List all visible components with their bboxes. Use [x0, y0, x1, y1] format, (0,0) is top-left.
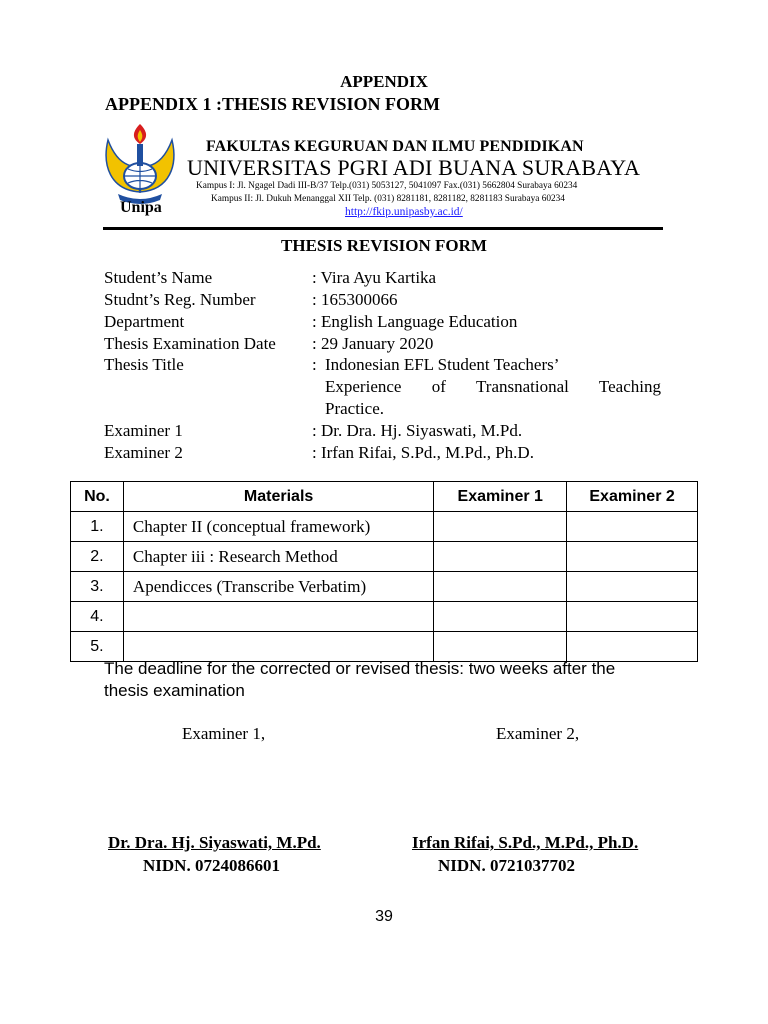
examiner-2-value: : Irfan Rifai, S.Pd., M.Pd., Ph.D. — [312, 443, 534, 462]
row-material: Apendicces (Transcribe Verbatim) — [123, 572, 433, 602]
examiner-1-label: Examiner 1 — [104, 421, 183, 440]
row-examiner-2 — [567, 632, 698, 662]
university-name: UNIVERSITAS PGRI ADI BUANA SURABAYA — [187, 155, 641, 180]
signature-examiner-1-label: Examiner 1, — [182, 724, 266, 743]
row-examiner-1 — [434, 602, 567, 632]
row-examiner-2 — [567, 572, 698, 602]
appendix-title: APPENDIX 1 :THESIS REVISION FORM — [105, 94, 441, 114]
row-examiner-1 — [434, 512, 567, 542]
examiner-2-nidn: NIDN. 0721037702 — [438, 856, 575, 875]
table-row — [71, 542, 698, 572]
row-number: 2. — [71, 542, 124, 572]
thesis-title-line-1: Indonesian EFL Student Teachers’ — [325, 355, 560, 374]
exam-date-value: : 29 January 2020 — [312, 334, 434, 353]
student-name-value: : Vira Ayu Kartika — [312, 268, 437, 287]
header-examiner-2: Examiner 2 — [567, 482, 698, 512]
materials-table — [70, 481, 698, 662]
examiner-1-nidn: NIDN. 0724086601 — [143, 856, 280, 875]
row-material: Chapter iii : Research Method — [123, 542, 433, 572]
student-name-label: Student’s Name — [104, 268, 213, 287]
row-material — [123, 632, 433, 662]
faculty-name: FAKULTAS KEGURUAN DAN ILMU PENDIDIKAN — [206, 138, 584, 155]
header-examiner-1: Examiner 1 — [434, 482, 567, 512]
reg-number-value: : 165300066 — [312, 290, 398, 309]
row-number: 1. — [71, 512, 124, 542]
campus-1-address: Kampus I: Jl. Ngagel Dadi III-B/37 Telp.(031) 5053127, 5041097 Fax.(031) 5662804 Surabaya 60234 — [196, 181, 578, 191]
header-no: No. — [71, 482, 124, 512]
reg-number-label: Studnt’s Reg. Number — [104, 290, 256, 309]
form-title: THESIS REVISION FORM — [281, 236, 487, 255]
table-row — [71, 602, 698, 632]
header-materials: Materials — [123, 482, 433, 512]
thesis-title-line-2: Experience of Transnational Teaching — [325, 377, 661, 396]
department-label: Department — [104, 312, 185, 331]
thesis-title-colon: : — [312, 355, 317, 374]
row-number: 3. — [71, 572, 124, 602]
row-material — [123, 602, 433, 632]
exam-date-label: Thesis Examination Date — [104, 334, 276, 353]
table-row — [71, 632, 698, 662]
row-number: 5. — [71, 632, 124, 662]
row-material: Chapter II (conceptual framework) — [123, 512, 433, 542]
appendix-heading: APPENDIX — [340, 72, 428, 91]
department-value: : English Language Education — [312, 312, 518, 331]
row-examiner-1 — [434, 632, 567, 662]
deadline-note: The deadline for the corrected or revised thesis: two weeks after the thesis examination — [104, 659, 616, 700]
university-emblem-icon — [100, 120, 180, 206]
table-row — [71, 512, 698, 542]
thesis-title-line-3: Practice. — [325, 399, 384, 418]
row-examiner-1 — [434, 542, 567, 572]
letterhead-divider — [103, 227, 663, 230]
campus-2-address: Kampus II: Jl. Dukuh Menanggal XII Telp. (031) 8281181, 8281182, 8281183 Surabaya 60234 — [211, 194, 565, 204]
website-link[interactable]: http://fkip.unipasby.ac.id/ — [345, 206, 463, 218]
row-examiner-2 — [567, 542, 698, 572]
row-examiner-2 — [567, 512, 698, 542]
row-examiner-1 — [434, 572, 567, 602]
table-row — [71, 572, 698, 602]
table-header-row — [71, 482, 698, 512]
row-number: 4. — [71, 602, 124, 632]
logo-caption: Unipa — [120, 199, 162, 216]
examiner-2-label: Examiner 2 — [104, 443, 183, 462]
row-examiner-2 — [567, 602, 698, 632]
thesis-title-label: Thesis Title — [104, 355, 184, 374]
page-number: 39 — [375, 908, 393, 925]
examiner-1-value: : Dr. Dra. Hj. Siyaswati, M.Pd. — [312, 421, 523, 440]
signature-examiner-2-label: Examiner 2, — [496, 724, 580, 743]
examiner-1-signature-name: Dr. Dra. Hj. Siyaswati, M.Pd. — [108, 833, 321, 852]
examiner-2-signature-name: Irfan Rifai, S.Pd., M.Pd., Ph.D. — [412, 833, 639, 852]
